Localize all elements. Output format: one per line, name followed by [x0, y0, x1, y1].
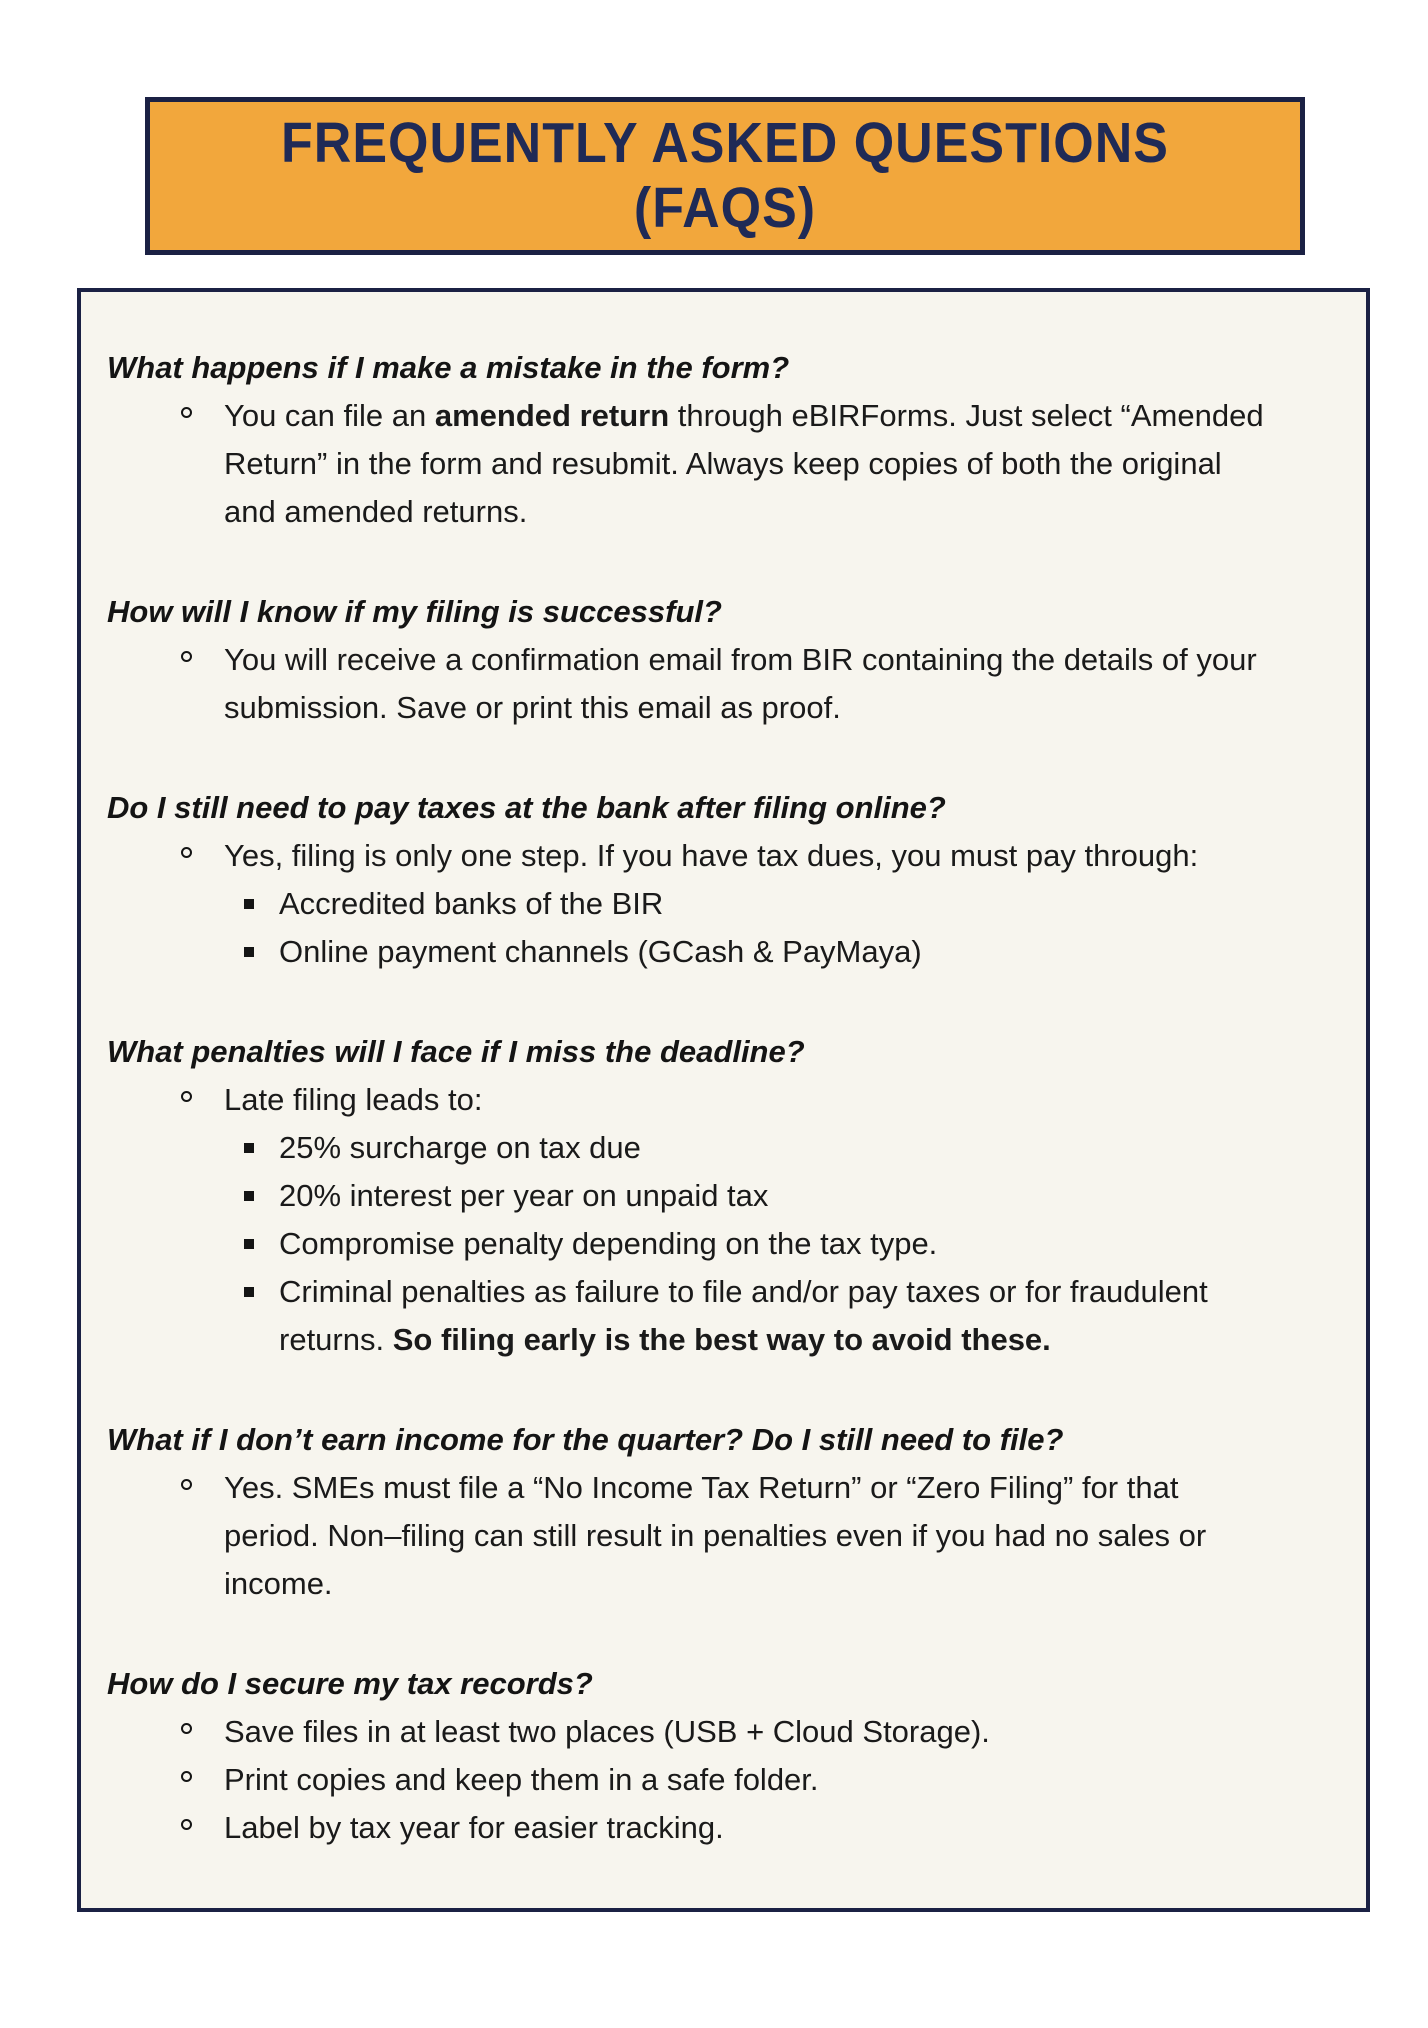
- circle-bullet-icon: [181, 1091, 192, 1102]
- circle-bullet-icon: [181, 1723, 192, 1734]
- faq-section: [107, 1416, 1278, 1608]
- square-bullet-icon: [244, 899, 254, 909]
- faq-section: [107, 1660, 1278, 1852]
- faq-section: [107, 784, 1278, 976]
- sub-bullet-item: [107, 880, 1278, 928]
- sub-bullet-item: [107, 1172, 1278, 1220]
- faq-content-box: [77, 288, 1370, 1912]
- page-title: [281, 111, 1169, 241]
- sub-bullet-item: [107, 1268, 1278, 1364]
- sub-bullet-item: [107, 1124, 1278, 1172]
- faq-section: [107, 344, 1278, 536]
- circle-bullet-icon: [181, 651, 192, 662]
- circle-bullet-icon: [181, 1479, 192, 1490]
- faq-section: [107, 588, 1278, 732]
- sub-bullet-item: [107, 1220, 1278, 1268]
- circle-bullet-icon: [181, 847, 192, 858]
- bullet-text: Save files in at least two places (USB + Cloud Storage).: [224, 1714, 990, 1749]
- sub-bullet-item: [107, 928, 1278, 976]
- bullet-text: You can file an amended return through eBIRForms. Just select “Amended Return” in the form and resubmit. Always keep copies of both the original and amended returns.: [224, 398, 1264, 529]
- bullet-item: [107, 1708, 1278, 1756]
- bullet-text: Yes, filing is only one step. If you have tax dues, you must pay through:: [224, 838, 1199, 873]
- faq-question: What happens if I make a mistake in the form?: [107, 350, 790, 385]
- page-title-line1: FREQUENTLY ASKED QUESTIONS: [281, 112, 1169, 175]
- header-banner: [145, 97, 1305, 255]
- square-bullet-icon: [244, 1239, 254, 1249]
- square-bullet-icon: [244, 1287, 254, 1297]
- bullet-item: [107, 636, 1278, 732]
- square-bullet-icon: [244, 1191, 254, 1201]
- faq-question: How will I know if my filing is successful?: [107, 594, 722, 629]
- page-title-line2: (FAQS): [633, 177, 817, 240]
- bullet-text: Late filing leads to:: [224, 1082, 483, 1117]
- bullet-text: Yes. SMEs must file a “No Income Tax Return” or “Zero Filing” for that period. Non–filing can still result in penalties even if you had no sales or income.: [224, 1470, 1207, 1601]
- circle-bullet-icon: [181, 1819, 192, 1830]
- bullet-text: 20% interest per year on unpaid tax: [279, 1178, 769, 1213]
- bullet-text: Print copies and keep them in a safe folder.: [224, 1762, 819, 1797]
- faq-question: Do I still need to pay taxes at the bank after filing online?: [107, 790, 946, 825]
- bullet-item: [107, 392, 1278, 536]
- circle-bullet-icon: [181, 407, 192, 418]
- faq-question: What penalties will I face if I miss the deadline?: [107, 1034, 805, 1069]
- bullet-item: [107, 1464, 1278, 1608]
- bullet-text: You will receive a confirmation email from BIR containing the details of your submission. Save or print this email as proof.: [224, 642, 1257, 725]
- circle-bullet-icon: [181, 1771, 192, 1782]
- bullet-text: Accredited banks of the BIR: [279, 886, 664, 921]
- bullet-text: 25% surcharge on tax due: [279, 1130, 641, 1165]
- faq-list: [107, 344, 1278, 1852]
- faq-section: [107, 1028, 1278, 1364]
- faq-question: How do I secure my tax records?: [107, 1666, 593, 1701]
- bullet-text: Label by tax year for easier tracking.: [224, 1810, 724, 1845]
- square-bullet-icon: [244, 947, 254, 957]
- bullet-text: Online payment channels (GCash & PayMaya): [279, 934, 922, 969]
- bullet-item: [107, 1756, 1278, 1804]
- bullet-item: [107, 1804, 1278, 1852]
- bullet-text: Criminal penalties as failure to file and/or pay taxes or for fraudulent returns. So filing early is the best way to avoid these.: [279, 1274, 1208, 1357]
- bullet-item: [107, 1076, 1278, 1124]
- square-bullet-icon: [244, 1143, 254, 1153]
- bullet-item: [107, 832, 1278, 880]
- bullet-text: Compromise penalty depending on the tax type.: [279, 1226, 938, 1261]
- faq-question: What if I don’t earn income for the quarter? Do I still need to file?: [107, 1422, 1064, 1457]
